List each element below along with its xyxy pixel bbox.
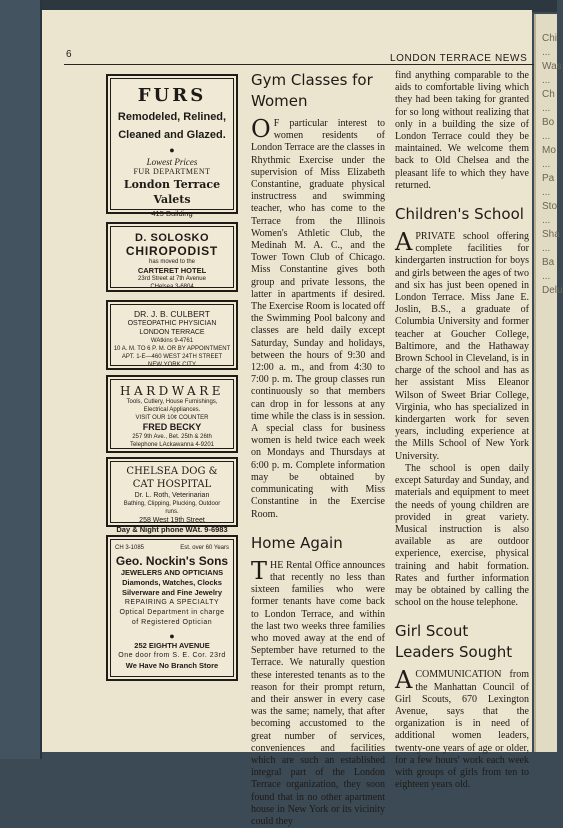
furs-title: FURS: [137, 85, 207, 106]
home-body: [251, 556, 385, 828]
nockin-line3: Silverware and Fine Jewelry: [121, 588, 223, 597]
solosko-title: CHIROPODIST: [125, 244, 219, 258]
furs-italic: Lowest Prices: [146, 157, 198, 167]
home-text: HE Rental Office announces that recently no less than sixteen families who were former tenants have come back to London Terrace, and within the last two weeks three families who moved away at the end of September have returned to the Terrace. We naturally question these interested tenants as to the reason for their prompt return, and their answer in every case was the same; namely, that after becoming accustomed to the great number of services, conveniences and facilities which are such an established integral part of the London Terrace organization, they soon found that in no other apartment house in New York or its vicinity could they: [251, 559, 385, 827]
hardware-line2: Electrical Appliances.: [143, 407, 201, 413]
chelsea-dr: Dr. L. Roth, Veterinarian: [134, 492, 210, 499]
culbert-city: NEW YORK CITY: [148, 362, 196, 368]
drop-cap: A: [395, 228, 413, 257]
nockin-phone: CH 3-1085: [115, 545, 145, 551]
chelsea-title1: CHELSEA DOG &: [126, 466, 218, 477]
bullet: ●: [169, 145, 175, 155]
chelsea-services2: runs.: [165, 509, 179, 515]
solosko-line3: 23rd Street at 7th Avenue: [138, 276, 206, 282]
furs-building: 415 Building: [151, 209, 193, 218]
furs-brand2: Valets: [153, 193, 191, 206]
culbert-title2: LONDON TERRACE: [139, 329, 205, 336]
culbert-addr: APT. 1-E—460 WEST 24TH STREET: [121, 354, 223, 360]
page-number: 6: [66, 49, 72, 60]
nockin-addr: 252 EIGHTH AVENUE: [134, 641, 210, 650]
next-page-fragments: Chi ... Was ... Ch ... Bo ... Mo ... Pa ... Sto ... Sha ... Ba ... Delu: [542, 33, 563, 296]
nockin-top: [113, 545, 231, 551]
nockin-line2: Diamonds, Watches, Clocks: [122, 578, 222, 587]
nockin-line6: of Registered Optician: [131, 619, 213, 626]
running-head: LONDON TERRACE NEWS: [390, 53, 528, 64]
furs-line2: Cleaned and Glazed.: [118, 129, 226, 141]
ad-nockin: [106, 535, 238, 681]
gym-heading: Gym Classes for Women: [251, 71, 373, 110]
school-text: PRIVATE school offering complete facilities for kindergarten instruction for boys and girls between the ages of two and six has just been opened in London Terrace. Miss Jane E. Joslin, B.S., a graduate of Columbia University and former teacher at Goucher College, Baltimore, and the Hathaway Brown School in Cleveland, is in charge of the school and has as her assistant Miss Eleanor Wilson of Sweet Briar College, Virginia, who has specialized in kindergarten work for seven years, including experience at the Mills School of New York University.: [395, 231, 529, 462]
school-body2: The school is open daily except Saturday and Sunday, and materials and equipment to meet the needs of young children are provided in great variety. Musical instruction is also available as are outdoor experience, exercise, physical training and habit formation. Rates and further information may be obtained by calling the school on the house telephone.: [395, 462, 529, 609]
home-continued: find anything comparable to the aids to comfortable living which they had been taking for granted for so long without realizing that only in a building the size of London Terrace could they be maintained. We welcome them back to Old Chelsea and the pleasant life to which they have returned.: [395, 70, 529, 191]
chelsea-addr: 258 West 19th Street: [139, 517, 205, 524]
chelsea-title2: CAT HOSPITAL: [132, 479, 212, 490]
chelsea-services1: Bathing, Clipping, Plucking, Outdoor: [123, 501, 221, 507]
chelsea-phone: Day & Night phone WAt. 9-6983: [116, 525, 228, 534]
culbert-hours: 10 A. M. TO 6 P. M. OR BY APPOINTMENT: [113, 346, 231, 352]
hardware-phone: Telephone LAckawanna 4-9201: [129, 442, 215, 448]
school-heading: Children's School: [395, 205, 524, 224]
header-rule: [64, 64, 534, 65]
furs-brand1: London Terrace: [123, 178, 221, 191]
ad-chelsea-hospital: [106, 457, 238, 534]
nockin-addr2: One door from S. E. Cor. 23rd: [118, 652, 226, 659]
bullet: ●: [169, 631, 175, 641]
nockin-line4: REPAIRING A SPECIALTY: [124, 599, 220, 606]
solosko-line2: CARTERET HOTEL: [137, 266, 207, 275]
scout-heading: Girl Scout Leaders Sought: [395, 622, 513, 662]
hardware-line3: VISIT OUR 10¢ COUNTER: [135, 415, 209, 421]
drop-cap: T: [251, 556, 268, 585]
hardware-title: HARDWARE: [120, 384, 224, 398]
article-column-middle: [251, 70, 385, 828]
ad-hardware: [106, 375, 238, 453]
culbert-name: DR. J. B. CULBERT: [134, 309, 210, 319]
school-body: [395, 228, 529, 463]
scout-body: [395, 666, 529, 791]
hardware-name: FRED BECKY: [142, 422, 202, 432]
article-column-right: [395, 70, 529, 791]
gym-text: F particular interest to women residents of London Terrace are the classes in Rhythmic Exercise under the supervision of Miss Elizabeth Constantine, graduate physical instructress and swimming teacher, who has come to the Terrace from the Illinois Women's Athletic Club, the Medinah M. A. C., and the Tower Town Club of Chicago. Miss Constantine gives both group and private lessons, the latter in apartments if desired. The Exercise Room is located off the Swimming Pool balcony and classes are held daily except Saturday, Sunday and holidays, between the hours of 9:30 and 12:00 a. m., and from 4:30 to 7:00 p. m. The group classes run continuously so that members can drop in for lessons at any time while the class is in session. A special class for business women is held twice each week on Mondays and Thursdays at 6:00 p. m. Complete information may be obtained by communicating with Miss Constantine in the Exercise Room.: [251, 118, 385, 520]
culbert-title1: OSTEOPATHIC PHYSICIAN: [127, 320, 217, 327]
furs-dept: FUR DEPARTMENT: [133, 167, 211, 176]
nockin-line1: JEWELERS AND OPTICIANS: [120, 568, 224, 577]
drop-cap: O: [251, 115, 271, 143]
solosko-line1: has moved to the: [148, 259, 196, 265]
nockin-est: Est. over 60 Years: [180, 545, 229, 551]
hardware-addr: 257 9th Ave., Bet. 25th & 26th: [132, 434, 212, 440]
culbert-phone: WAtkins 9-4761: [150, 338, 194, 344]
hardware-line1: Tools, Cutlery, House Furnishings,: [126, 399, 218, 405]
drop-cap: A: [395, 666, 413, 695]
scout-text: COMMUNICATION from the Manhattan Council of Girl Scouts, 670 Lexington Avenue, says that the organization is in need of additional women leaders, twenty-one years of age or older, for a few hours' work each week with groups of girls from ten to eighteen years old.: [395, 669, 529, 791]
next-page-edge: [534, 14, 563, 752]
nockin-line5: Optical Department in charge: [119, 609, 225, 616]
ad-solosko: [106, 222, 238, 292]
ad-furs: [106, 74, 238, 218]
solosko-name: D. SOLOSKO: [134, 232, 210, 244]
furs-line1: Remodeled, Relined,: [117, 111, 227, 123]
book-binding: [0, 0, 42, 759]
solosko-line4: CHelsea 3-6804: [150, 284, 194, 290]
ad-culbert: [106, 300, 238, 370]
nockin-name: Geo. Nockin's Sons: [115, 554, 229, 568]
gym-body: [251, 115, 385, 521]
home-heading: Home Again: [251, 533, 343, 552]
nockin-branch: We Have No Branch Store: [125, 661, 219, 670]
